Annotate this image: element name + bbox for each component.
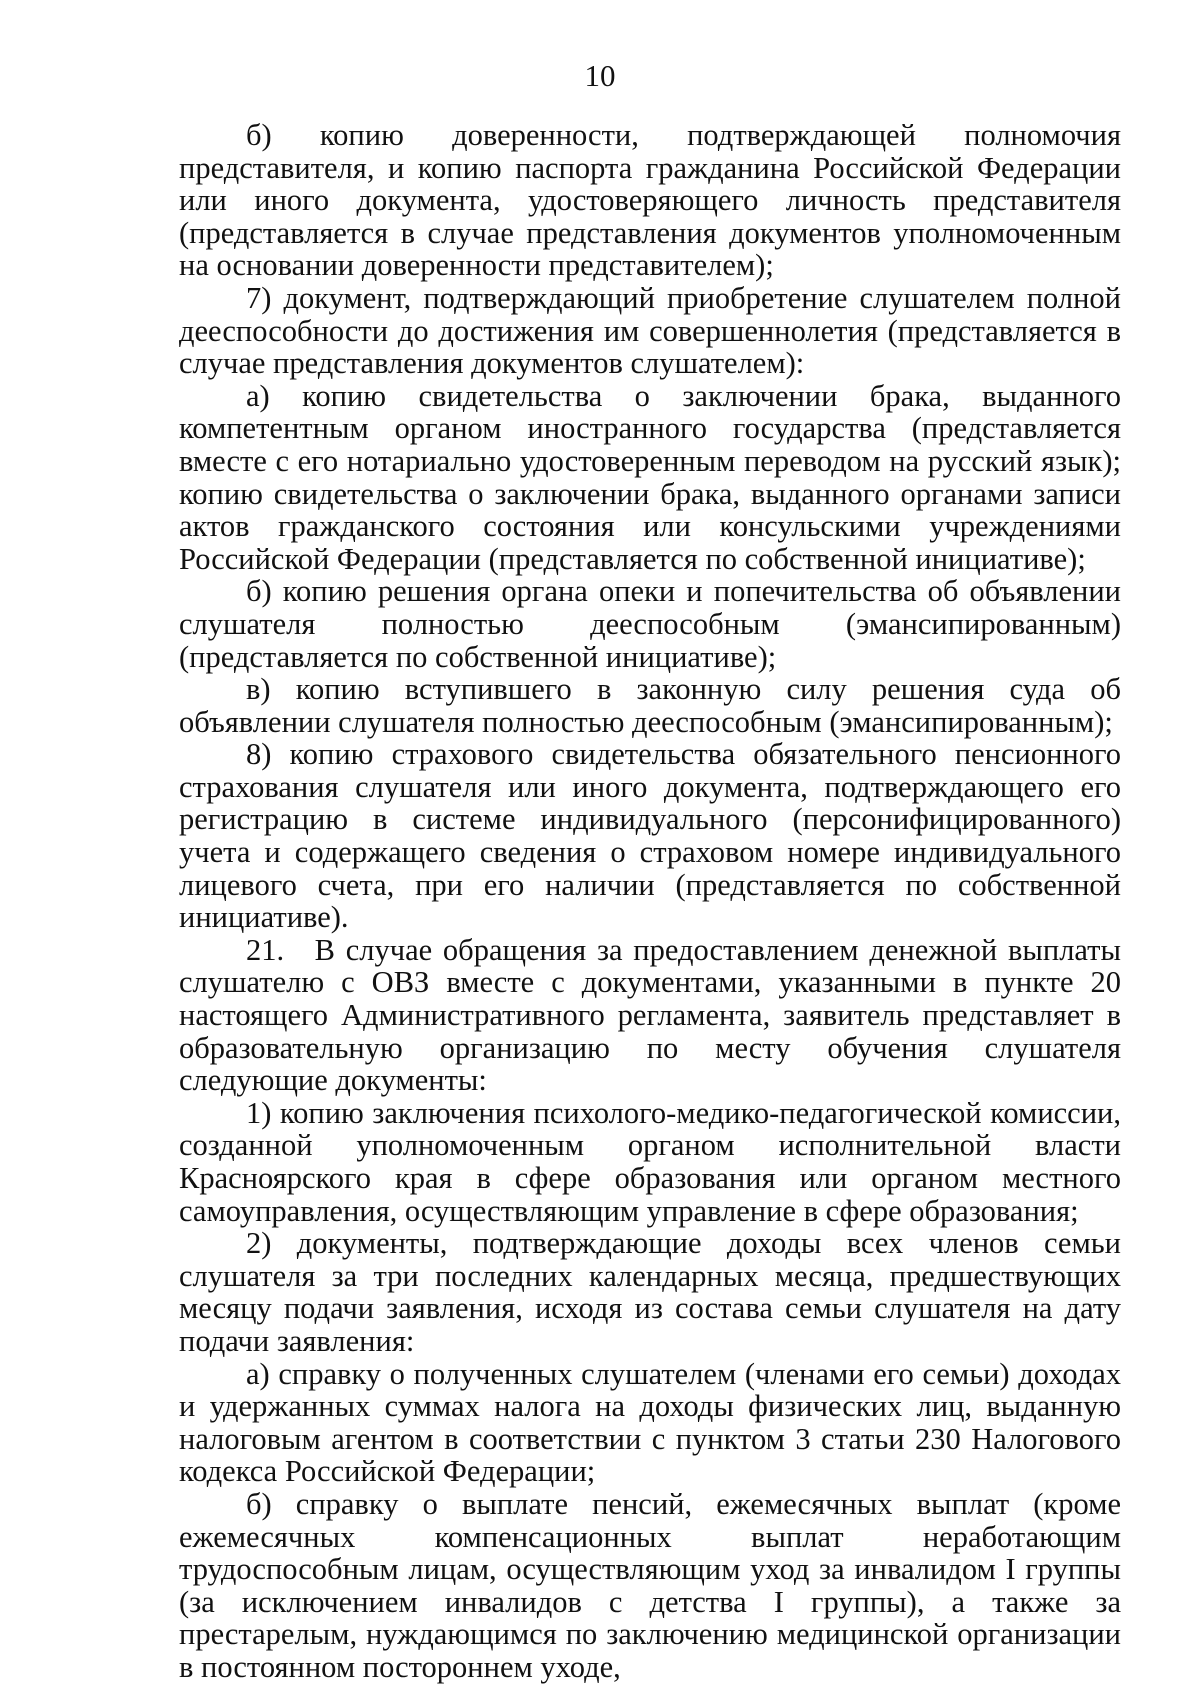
paragraph-8: 8) копию страхового свидетельства обязательного пенсионного страхования слушателя или иного документа, подтверждающего его регистрацию в системе индивидуального (персонифицированного) учета и содержащего сведения о страховом номере индивидуального лицевого счета, при его наличии (представляется по собственной инициативе). (179, 737, 1121, 935)
page-number: 10 (584, 58, 616, 93)
paragraph-21-1: 1) копию заключения психолого-медико-педагогической комиссии, созданной уполномоченным органом исполнительной власти Красноярского края в сфере образования или органом местного самоуправления, осуществляющим управление в сфере образования; (179, 1095, 1121, 1228)
document-body (179, 119, 1121, 1684)
paragraph-6b: б) копию доверенности, подтверждающей полномочия представителя, и копию паспорта гражданина Российской Федерации или иного документа, удостоверяющего личность представителя (представляется в случае представления документов уполномоченным на основании доверенности представителем); (179, 118, 1121, 283)
paragraph-21-2b: б) справку о выплате пенсий, ежемесячных выплат (кроме ежемесячных компенсационных выплат неработающим трудоспособным лицам, осуществляющим уход за инвалидом I группы (за исключением инвалидов с детства I группы), а также за престарелым, нуждающимся по заключению медицинской организации в постоянном постороннем уходе, (179, 1486, 1121, 1684)
paragraph-7: 7) документ, подтверждающий приобретение слушателем полной дееспособности до достижения им совершеннолетия (представляется в случае представления документов слушателем): (179, 280, 1121, 381)
paragraph-21-2a: а) справку о полученных слушателем (членами его семьи) доходах и удержанных суммах налога на доходы физических лиц, выданную налоговым агентом в соответствии с пунктом 3 статьи 230 Налогового кодекса Российской Федерации; (179, 1356, 1121, 1489)
paragraph-7v: в) копию вступившего в законную силу решения суда об объявлении слушателя полностью дееспособным (эмансипированным); (179, 672, 1121, 739)
paragraph-21: 21. В случае обращения за предоставлением денежной выплаты слушателю с ОВЗ вместе с документами, указанными в пункте 20 настоящего Административного регламента, заявитель представляет в образовательную организацию по месту обучения слушателя следующие документы: (179, 932, 1121, 1098)
paragraph-21-2: 2) документы, подтверждающие доходы всех членов семьи слушателя за три последних календарных месяца, предшествующих месяцу подачи заявления, исходя из состава семьи слушателя на дату подачи заявления: (179, 1226, 1121, 1358)
paragraph-7b: б) копию решения органа опеки и попечительства об объявлении слушателя полностью дееспособным (эмансипированным) (представляется по собственной инициативе); (179, 574, 1121, 674)
paragraph-7a: а) копию свидетельства о заключении брака, выданного компетентным органом иностранного государства (представляется вместе с его нотариально удостоверенным переводом на русский язык); копию свидетельства о заключении брака, выданного органами записи актов гражданского состояния или консульскими учреждениями Российской Федерации (представляется по собственной инициативе); (179, 378, 1121, 576)
